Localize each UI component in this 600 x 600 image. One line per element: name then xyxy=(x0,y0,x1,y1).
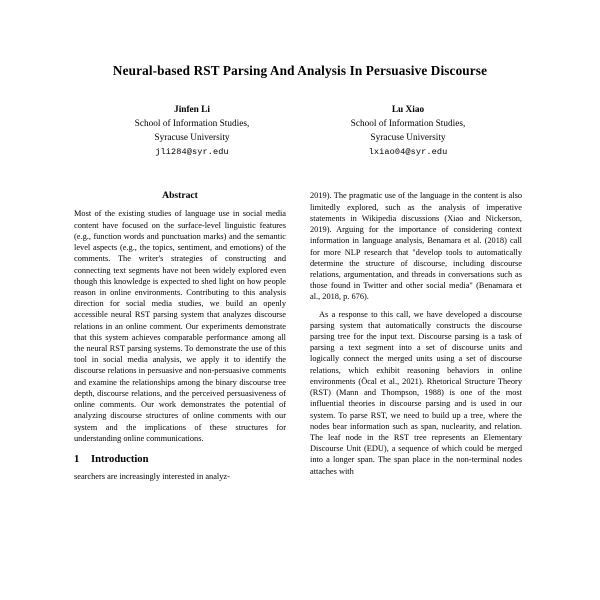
abstract-text: Most of the existing studies of language use in social media content have focused on the surface-level linguistic features (e.g., function words and punctuation marks) and the semantic level aspects (e.g., the topics, sentiment, and emotions) of the comments. The writer's strategies of constructing and connecting text segments have not been widely explored even though this knowledge is expected to shed light on how people reason in online environments. Contributing to this analysis direction for social media studies, we build an openly accessible neural RST parsing system that analyzes discourse relations in an online comment. Our experiments demonstrate that this system achieves comparable performance among all the neural RST parsing systems. To demonstrate the use of this tool in social media analysis, we apply it to identify the discourse relations in persuasive and non-persuasive comments and examine the relationships among the binary discourse tree depth, discourse relations, and the perceived persuasiveness of online comments. Our work demonstrates the potential of analyzing discourse structures of online comments with our system and the implications of these structures for understanding online communications. xyxy=(74,209,286,443)
author-name: Lu Xiao xyxy=(391,105,425,116)
author-block xyxy=(84,104,300,158)
page-title: Neural-based RST Parsing And Analysis In Persuasive Discourse xyxy=(112,63,488,78)
section-title: Introduction xyxy=(91,454,149,466)
author-affiliation-line1: School of Information Studies, xyxy=(350,119,466,130)
section-number: 1 xyxy=(74,454,80,466)
section-heading-introduction xyxy=(74,454,286,465)
author-affiliation-line1: School of Information Studies, xyxy=(134,119,250,130)
author-name: Jinfen Li xyxy=(174,105,210,116)
author-affiliation-line2: Syracuse University xyxy=(370,132,446,143)
left-column xyxy=(74,190,286,570)
author-block xyxy=(300,104,516,158)
author-email[interactable]: jli284@syr.edu xyxy=(155,147,229,158)
introduction-paragraph: searchers are increasingly interested in analyz- xyxy=(74,472,230,482)
introduction-paragraph-2: As a response to this call, we have developed a discourse parsing system that automatically constructs the discourse parsing tree for the input text. Discourse parsing is a task of parsing a text segment into a set of discourse units and logically connect the merged units using a set of discourse relations, which exhibit reasoning behaviors in online environments (Öcal et al., 2021). Rhetorical Structure Theory (RST) (Mann and Thompson, 1988) is one of the most influential theories in discourse parsing and is used in our system. To parse RST, we need to build up a tree, where the nodes bear information such as span, nuclearity, and relation. The leaf node in the RST tree represents an Elementary Discourse Unit (EDU), a sequence of which could be merged into a longer span. The span place in the non-terminal nodes attaches with xyxy=(310,309,522,476)
two-column-body xyxy=(74,190,526,570)
introduction-paragraph-continued: 2019). The pragmatic use of the language in the content is also limitedly explored, such as the analysis of imperative statements in Wikipedia discussions (Xiao and Nickerson, 2019). Arguing for the importance of considering context information in language analysis, Benamara et al. (2018) call for more NLP research that "develop tools to automatically determine the structure of discourse, including discourse relations, argumentation, and threads in conversations such as those found in Twitter and other social media" (Benamara et al., 2018, p. 676). xyxy=(310,191,522,302)
abstract-heading: Abstract xyxy=(162,190,198,202)
author-block-list xyxy=(74,104,526,158)
author-affiliation-line2: Syracuse University xyxy=(154,132,230,143)
author-email[interactable]: lxiao04@syr.edu xyxy=(368,147,448,158)
right-column xyxy=(310,190,522,570)
